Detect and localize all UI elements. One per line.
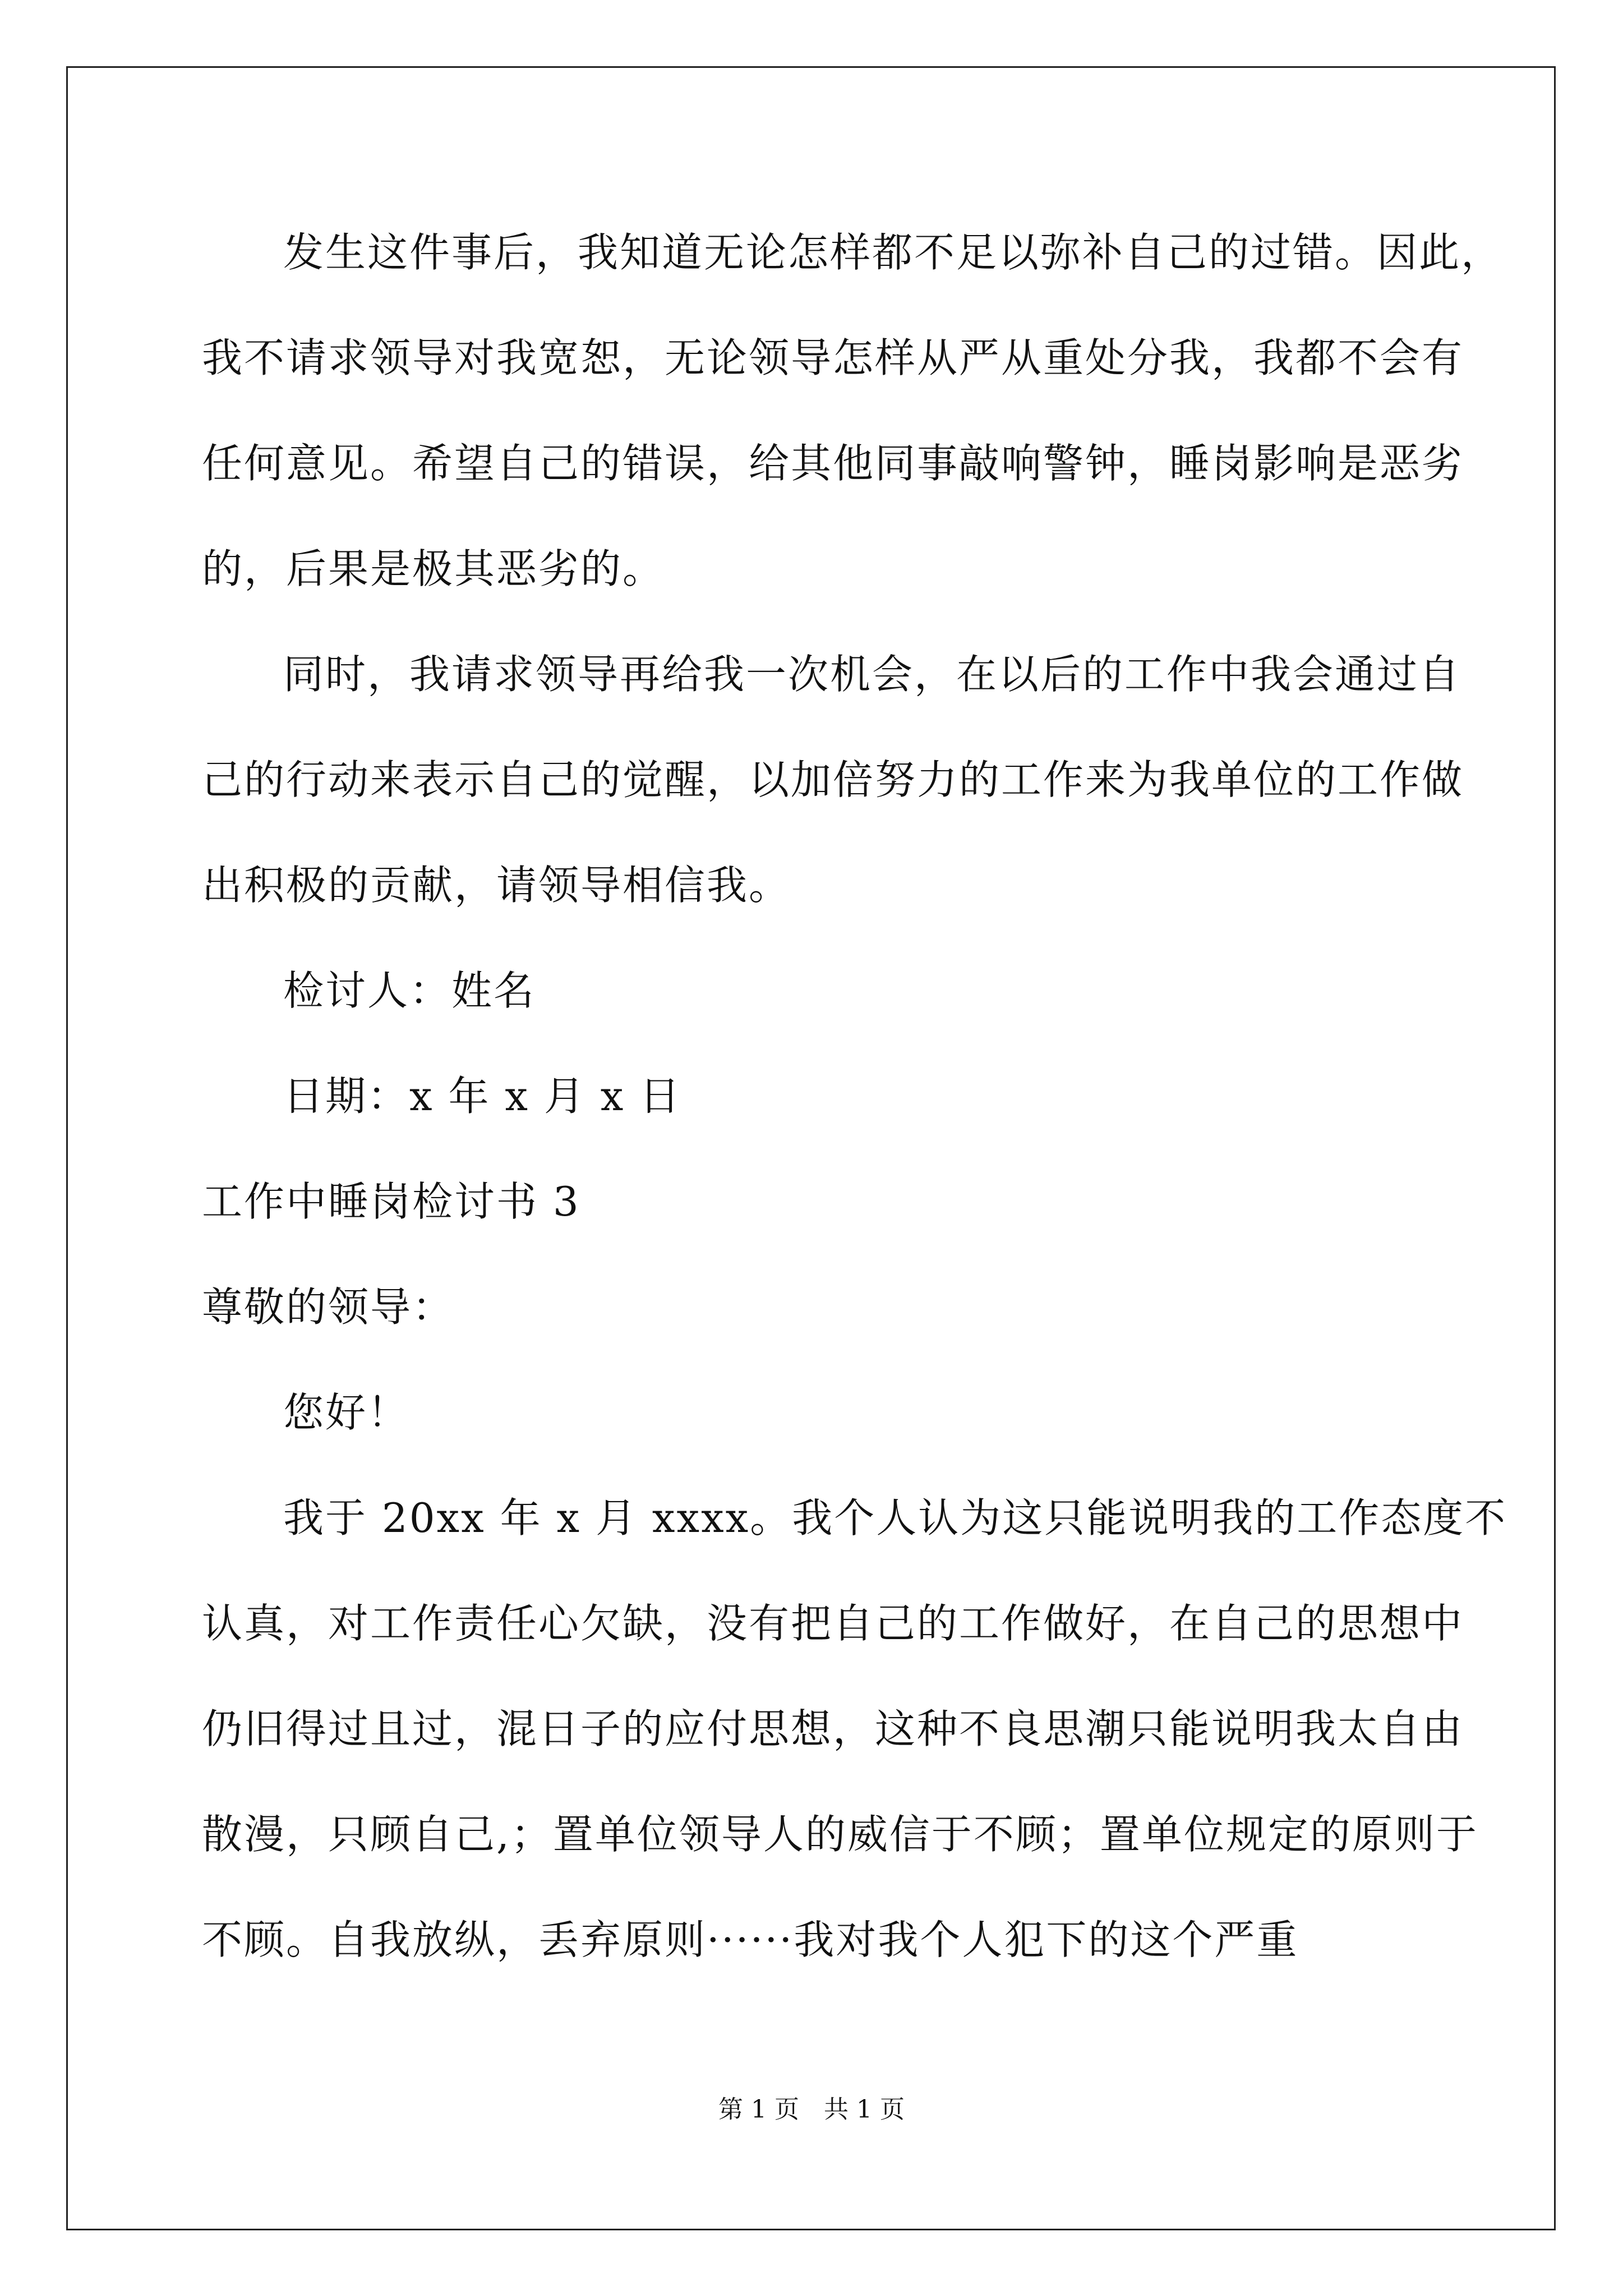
paragraph-line: 认真，对工作责任心欠缺，没有把自己的工作做好，在自己的思想中 <box>202 1600 1464 1647</box>
paragraph-line: 任何意见。希望自己的错误，给其他同事敲响警钟，睡岗影响是恶劣 <box>202 440 1464 487</box>
paragraph-line: 仍旧得过且过，混日子的应付思想，这种不良思潮只能说明我太自由 <box>202 1705 1464 1752</box>
paragraph-line: 发生这件事后，我知道无论怎样都不足以弥补自己的过错。因此， <box>283 229 1504 276</box>
page-footer: 第 1 页 共 1 页 <box>718 2095 905 2124</box>
paragraph-line: 同时，我请求领导再给我一次机会，在以后的工作中我会通过自 <box>283 651 1461 698</box>
section-title: 工作中睡岗检讨书 3 <box>202 1178 580 1225</box>
paragraph-line: 不顾。自我放纵，丢弃原则······我对我个人犯下的这个严重 <box>202 1916 1299 1963</box>
date-line: 日期：x 年 x 月 x 日 <box>283 1073 682 1120</box>
signature-line: 检讨人：姓名 <box>283 967 536 1014</box>
paragraph-line: 出积极的贡献，请领导相信我。 <box>202 862 791 909</box>
paragraph-line: 我不请求领导对我宽恕，无论领导怎样从严从重处分我，我都不会有 <box>202 334 1464 381</box>
paragraph-line: 的，后果是极其恶劣的。 <box>202 545 665 592</box>
salutation: 尊敬的领导： <box>202 1283 455 1331</box>
paragraph-line: 散漫，只顾自己,；置单位领导人的威信于不顾；置单位规定的原则于 <box>202 1811 1478 1858</box>
page-border <box>66 66 1556 2230</box>
greeting: 您好！ <box>283 1389 410 1436</box>
paragraph-line: 我于 20xx 年 x 月 xxxx。我个人认为这只能说明我的工作态度不 <box>283 1494 1507 1542</box>
paragraph-line: 己的行动来表示自己的觉醒，以加倍努力的工作来为我单位的工作做 <box>202 756 1464 803</box>
